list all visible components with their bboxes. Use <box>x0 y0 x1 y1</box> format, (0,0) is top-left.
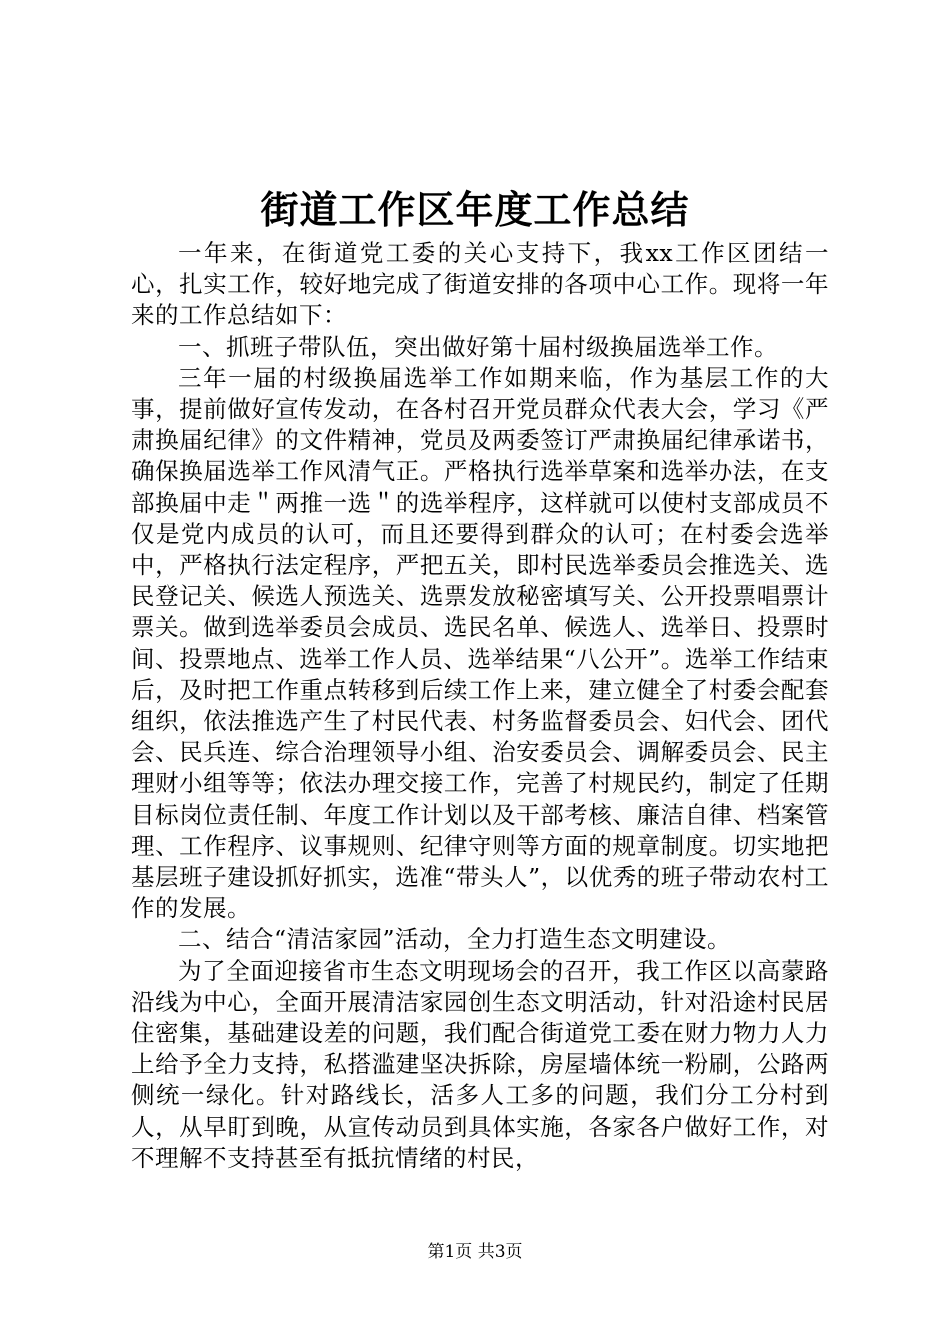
paragraph-intro: 一年来，在街道党工委的关心支持下，我xx工作区团结一心，扎实工作，较好地完成了街道安排的各项中心工作。现将一年来的工作总结如下： <box>131 239 829 330</box>
paragraph-ecology: 为了全面迎接省市生态文明现场会的召开，我工作区以高蒙路沿线为中心，全面开展清洁家园创生态文明活动，针对沿途村民居住密集，基础建设差的问题，我们配合街道党工委在财力物力人力上给予全力支持，私搭滥建坚决拆除，房屋墙体统一粉刷，公路两侧统一绿化。针对路线长，活多人工多的问题，我们分工分村到人，从早盯到晚，从宣传动员到具体实施，各家各户做好工作，对不理解不支持甚至有抵抗情绪的村民， <box>131 956 829 1172</box>
paragraph-election: 三年一届的村级换届选举工作如期来临，作为基层工作的大事，提前做好宣传发动，在各村召开党员群众代表大会，学习《严肃换届纪律》的文件精神，党员及两委签订严肃换届纪律承诺书，确保换届选举工作风清气正。严格执行选举草案和选举办法，在支部换届中走＂两推一选＂的选举程序，这样就可以使村支部成员不仅是党内成员的认可，而且还要得到群众的认可；在村委会选举中，严格执行法定程序，严把五关，即村民选举委员会推选关、选民登记关、候选人预选关、选票发放秘密填写关、公开投票唱票计票关。做到选举委员会成员、选民名单、候选人、选举日、投票时间、投票地点、选举工作人员、选举结果“八公开”。选举工作结束后，及时把工作重点转移到后续工作上来，建立健全了村委会配套组织，依法推选产生了村民代表、村务监督委员会、妇代会、团代会、民兵连、综合治理领导小组、治安委员会、调解委员会、民主理财小组等等；依法办理交接工作，完善了村规民约，制定了任期目标岗位责任制、年度工作计划以及干部考核、廉洁自律、档案管理、工作程序、议事规则、纪律守则等方面的规章制度。切实地把基层班子建设抓好抓实，选准“带头人”，以优秀的班子带动农村工作的发展。 <box>131 363 829 923</box>
section-heading-1: 一、抓班子带队伍，突出做好第十届村级换届选举工作。 <box>178 332 778 361</box>
page-title: 街道工作区年度工作总结 <box>260 187 690 232</box>
section-heading-2: 二、结合“清洁家园”活动，全力打造生态文明建设。 <box>178 925 732 954</box>
page-footer: 第1页 共3页 <box>427 1242 523 1262</box>
document-body <box>131 238 829 1174</box>
